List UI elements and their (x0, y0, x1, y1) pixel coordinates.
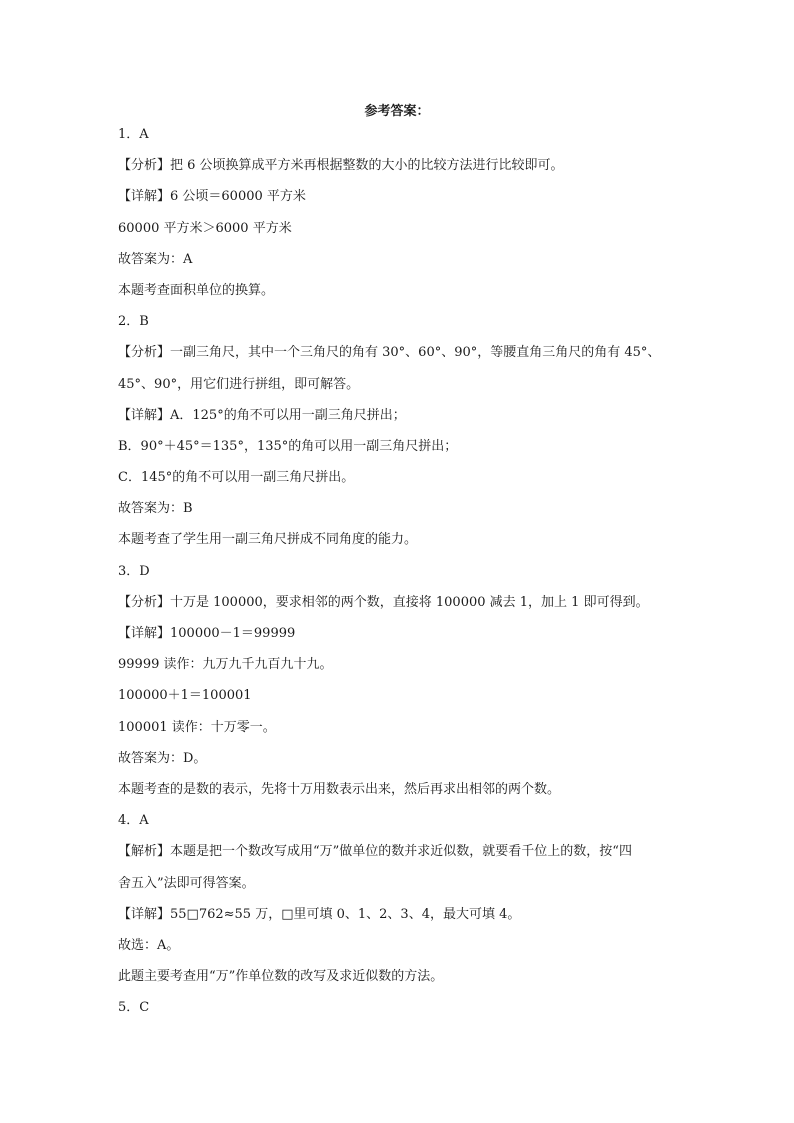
text-line: 舍五入”法即可得答案。 (118, 875, 255, 891)
answer-content (118, 119, 718, 1023)
text-line: 5．C (118, 1000, 150, 1016)
text-line: 100001 读作：十万零一。 (118, 719, 276, 735)
text-line: 【详解】100000－1＝99999 (118, 626, 296, 641)
text-line: 故答案为：B (118, 501, 193, 517)
text-line: 【详解】6 公顷＝60000 平方米 (118, 189, 306, 205)
text-line: 2．B (118, 314, 149, 330)
text-line: 99999 读作：九万九千九百九十九。 (118, 657, 333, 673)
text-line: 45°、90°，用它们进行拼组，即可解答。 (118, 376, 360, 392)
text-line: 4．A (118, 813, 149, 829)
text-line: 故答案为：D。 (118, 750, 207, 766)
text-line: 故选：A。 (118, 937, 180, 953)
page-title: 参考答案： (364, 104, 430, 119)
text-line: 【分析】十万是 100000，要求相邻的两个数，直接将 100000 减去 1，加上 1 即可得到。 (118, 594, 649, 610)
text-line: 本题考查了学生用一副三角尺拼成不同角度的能力。 (118, 532, 418, 548)
text-line: 故答案为：A (118, 251, 193, 267)
text-line: 【详解】A．125°的角不可以用一副三角尺拼出； (118, 407, 406, 423)
text-line: C．145°的角不可以用一副三角尺拼出。 (118, 470, 355, 486)
text-line: B．90°＋45°＝135°，135°的角可以用一副三角尺拼出； (118, 438, 458, 454)
text-line: 【解析】本题是把一个数改写成用“万”做单位的数并求近似数，就要看千位上的数，按“四 (118, 844, 632, 860)
text-line: 1．A (118, 127, 149, 142)
text-line: 100000＋1＝100001 (118, 688, 252, 704)
text-line: 此题主要考查用“万”作单位数的改写及求近似数的方法。 (118, 969, 444, 985)
text-line: 60000 平方米＞6000 平方米 (118, 220, 292, 236)
text-line: 【分析】一副三角尺，其中一个三角尺的角有 30°、60°、90°，等腰直角三角尺的角有 45°、 (118, 345, 661, 361)
text-line: 【分析】把 6 公顷换算成平方米再根据整数的大小的比较方法进行比较即可。 (118, 158, 564, 174)
text-line: 【详解】55□762≈55 万，□里可填 0、1、2、3、4，最大可填 4。 (118, 906, 521, 922)
text-line: 3．D (118, 563, 150, 579)
text-line: 本题考查面积单位的换算。 (118, 282, 275, 298)
text-line: 本题考查的是数的表示，先将十万用数表示出来，然后再求出相邻的两个数。 (118, 781, 561, 797)
